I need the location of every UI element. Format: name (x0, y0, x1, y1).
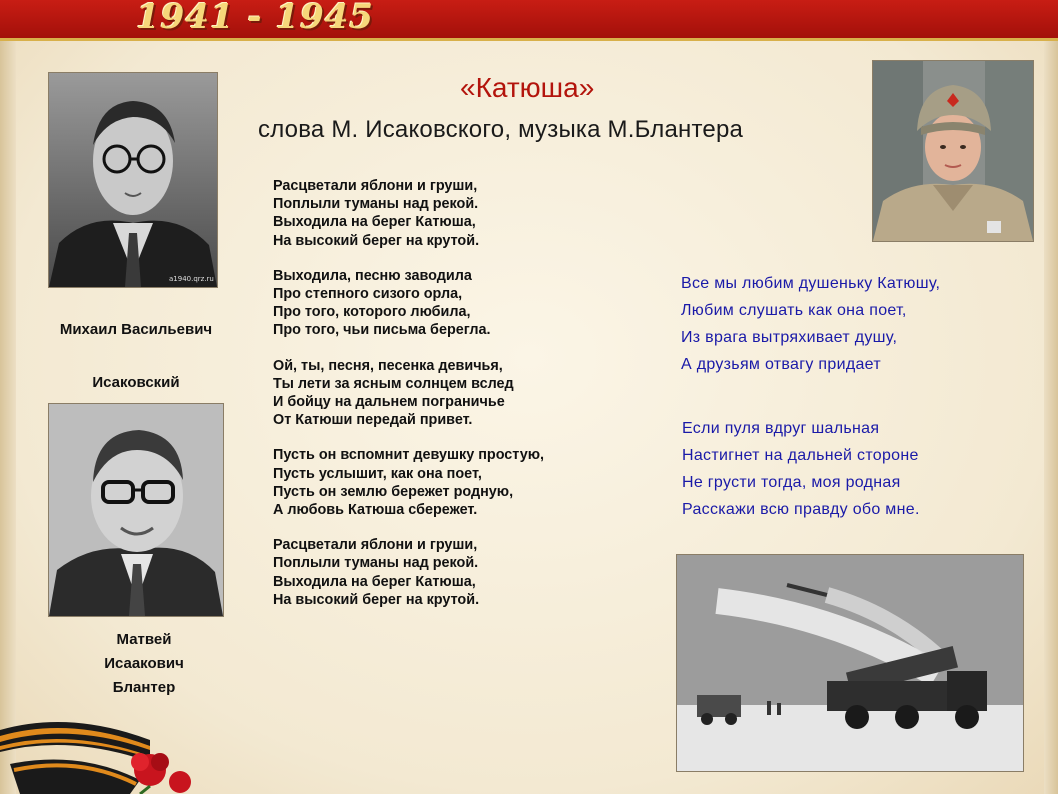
st-george-ribbon-decoration (0, 700, 210, 794)
katyusha-rocket-launcher-photo (676, 554, 1024, 772)
lyrics-stanza (273, 357, 544, 430)
lyrics-stanza (273, 446, 544, 519)
lyric-line: Расцветали яблони и груши, (273, 178, 478, 194)
blanter-name-line2: Исаакович (104, 655, 184, 672)
lyric-line: Пусть он землю бережет родную, (273, 483, 514, 500)
lyric-line: Поплыли туманы над рекой. (273, 196, 479, 213)
lyric-line: Поплыли туманы над рекой. (273, 555, 479, 572)
blue-lyric-line: А друзьям отвагу придает (681, 356, 881, 373)
lyrics-stanza (273, 177, 544, 250)
lyric-line: На высокий берег на крутой. (273, 591, 480, 608)
lyric-line: Про того, которого любила, (273, 304, 471, 321)
isakovsky-portrait (48, 72, 218, 288)
song-lyrics (273, 177, 544, 626)
soldier-girl-photo (872, 60, 1034, 242)
lyric-line: Ты лети за ясным солнцем вслед (273, 375, 514, 392)
lyric-line: На высокий берег на крутой. (273, 232, 480, 249)
right-border (1044, 41, 1058, 794)
lyric-line: Пусть он вспомнит девушку простую, (273, 447, 544, 464)
left-border (0, 41, 16, 794)
isakovsky-name-line2: Исаковский (92, 374, 180, 391)
photo-watermark: a1940.qrz.ru (169, 275, 214, 283)
blue-lyric-line: Любим слушать как она поет, (681, 302, 907, 319)
lyric-line: Про того, чьи письма берегла. (273, 322, 491, 339)
lyric-line: Расцветали яблони и груши, (273, 537, 478, 554)
lyrics-stanza (273, 536, 544, 609)
lyric-line: А любовь Катюша сбережет. (273, 502, 478, 519)
isakovsky-name-line1: Михаил Васильевич (59, 321, 213, 338)
lyric-line: Выходила на берег Катюша, (273, 573, 476, 590)
blue-lyric-line: Настигнет на дальней стороне (682, 447, 919, 464)
lyrics-stanza (273, 267, 544, 340)
blanter-name-line1: Матвей (116, 631, 172, 648)
lyric-line: Ой, ты, песня, песенка девичья, (273, 357, 503, 374)
song-title: «Катюша» (460, 72, 595, 103)
lyric-line: Пусть услышит, как она поет, (273, 465, 482, 482)
blanter-name-line3: Блантер (112, 679, 176, 696)
lyric-line: И бойцу на дальнем пограничье (273, 394, 505, 411)
blue-lyric-line: Из врага вытряхивает душу, (681, 329, 898, 346)
blanter-portrait (48, 403, 224, 617)
blue-lyric-line: Не грусти тогда, моя родная (682, 474, 901, 491)
lyric-line: Выходила, песню заводила (273, 267, 472, 284)
lyric-line: От Катюши передай привет. (273, 412, 473, 429)
blue-lyric-line: Расскажи всю правду обо мне. (682, 501, 920, 518)
song-credits: слова М. Исаковского, музыка М.Блантера (258, 116, 744, 143)
blue-lyric-line: Если пуля вдруг шальная (682, 420, 880, 437)
blue-lyric-line: Все мы любим душеньку Катюшу, (681, 275, 941, 292)
years-title: 1941 - 1945 (136, 0, 375, 37)
blue-stanza-1 (681, 270, 940, 378)
blue-stanza-2 (682, 415, 920, 523)
lyric-line: Выходила на берег Катюша, (273, 214, 476, 231)
lyric-line: Про степного сизого орла, (273, 286, 463, 303)
header-bar (0, 0, 1058, 41)
